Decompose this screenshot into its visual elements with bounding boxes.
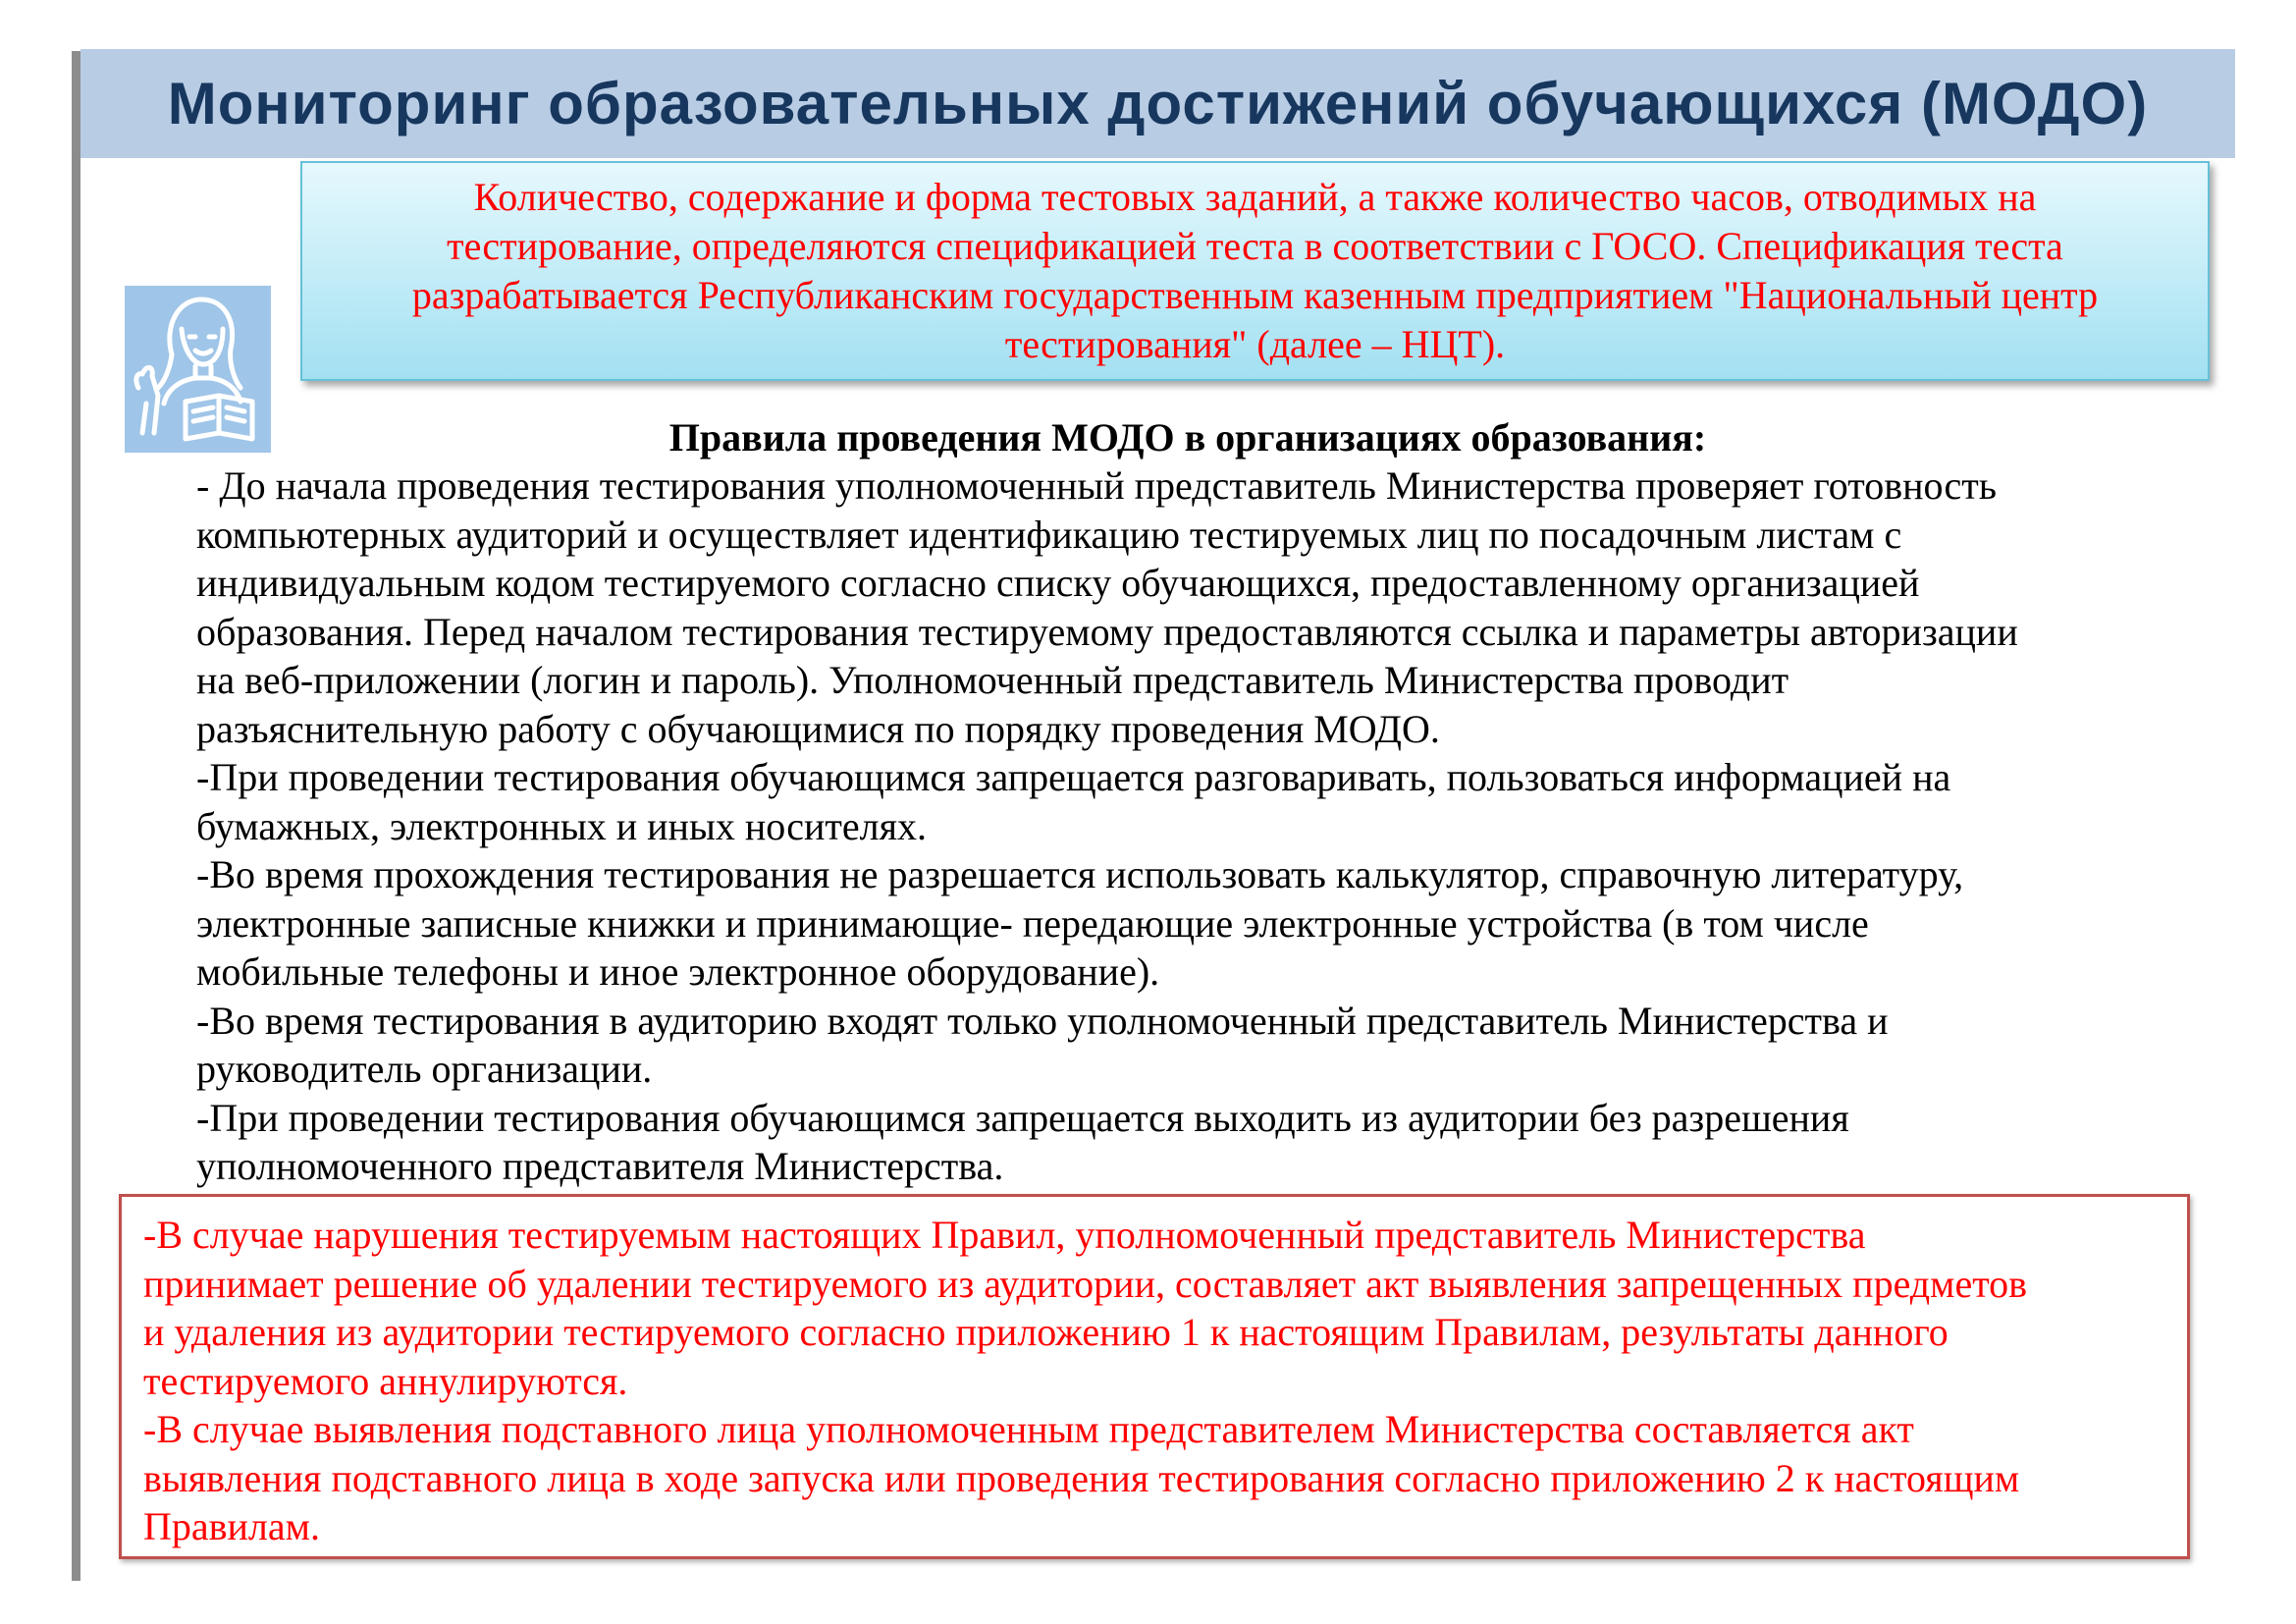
rule-line: руководитель организации.: [196, 1047, 653, 1091]
violation-line: -В случае выявления подставного лица уполномоченным представителем Министерства составляется акт: [143, 1407, 1914, 1451]
violation-item: [143, 1211, 2187, 1405]
rule-line: -Во время тестирования в аудиторию входят только уполномоченный представитель Министерства и: [196, 998, 1889, 1043]
violation-line: Правилам.: [143, 1504, 320, 1548]
rule-line: -При проведении тестирования обучающимся запрещается выходить из аудитории без разрешения: [196, 1095, 1849, 1140]
info-line: Количество, содержание и форма тестовых заданий, а также количество часов, отводимых на: [473, 175, 2037, 219]
rule-line: образования. Перед началом тестирования тестируемому предоставляются ссылка и параметры авторизации: [196, 609, 2018, 654]
violation-line: и удаления из аудитории тестируемого согласно приложению 1 к настоящим Правилам, результаты данного: [143, 1310, 1949, 1354]
info-line: тестирования" (далее – НЦТ).: [1004, 322, 1506, 366]
info-line: тестирование, определяются спецификацией теста в соответствии с ГОСО. Спецификация теста: [447, 224, 2063, 268]
violation-line: тестируемого аннулируются.: [143, 1358, 628, 1403]
rule-line: на веб-приложении (логин и пароль). Уполномоченный представитель Министерства проводит: [196, 658, 1789, 702]
rule-line: уполномоченного представителя Министерства.: [196, 1144, 1004, 1188]
rule-item: [196, 1094, 2238, 1191]
rules-list: [196, 461, 2238, 1191]
violation-line: выявления подставного лица в ходе запуска или проведения тестирования согласно приложению 2 к настоящим: [143, 1455, 2020, 1500]
violation-line: принимает решение об удалении тестируемого из аудитории, составляет акт выявления запрещенных предметов: [143, 1261, 2028, 1306]
info-line: разрабатывается Республиканским государственным казенным предприятием "Национальный центр: [411, 273, 2099, 317]
rule-line: бумажных, электронных и иных носителях.: [196, 803, 927, 848]
slide-title: Мониторинг образовательных достижений обучающихся (МОДО): [167, 71, 2149, 136]
rule-item: [196, 997, 2238, 1094]
violation-line: -В случае нарушения тестируемым настоящих Правил, уполномоченный представитель Министерства: [143, 1213, 1866, 1257]
violations-box: [119, 1194, 2190, 1559]
rule-item: [196, 850, 2238, 997]
left-divider: [72, 51, 80, 1581]
rule-line: -При проведении тестирования обучающимся запрещается разговаривать, пользоваться информацией на: [196, 755, 1951, 799]
rule-item: [196, 753, 2238, 850]
title-bar: [80, 49, 2235, 158]
rule-line: индивидуальным кодом тестируемого согласно списку обучающихся, предоставленному организацией: [196, 561, 1920, 605]
rule-line: мобильные телефоны и иное электронное оборудование).: [196, 949, 1160, 994]
rule-line: компьютерных аудиторий и осуществляет идентификацию тестируемых лиц по посадочным листам с: [196, 512, 1902, 557]
rule-line: - До начала проведения тестирования уполномоченный представитель Министерства проверяет готовность: [196, 463, 1997, 508]
rule-line: разъяснительную работу с обучающимися по порядку проведения МОДО.: [196, 706, 1440, 751]
info-box: [300, 161, 2210, 381]
rule-line: электронные записные книжки и принимающие- передающие электронные устройства (в том числе: [196, 900, 1869, 946]
woman-reading-book-icon: [125, 286, 271, 453]
rule-item: [196, 461, 2238, 753]
info-text: [412, 173, 2098, 369]
rule-line: -Во время прохождения тестирования не разрешается использовать калькулятор, справочную литературу,: [196, 852, 1964, 896]
violation-item: [143, 1405, 2187, 1551]
rules-heading: Правила проведения МОДО в организациях образования:: [668, 415, 1707, 460]
